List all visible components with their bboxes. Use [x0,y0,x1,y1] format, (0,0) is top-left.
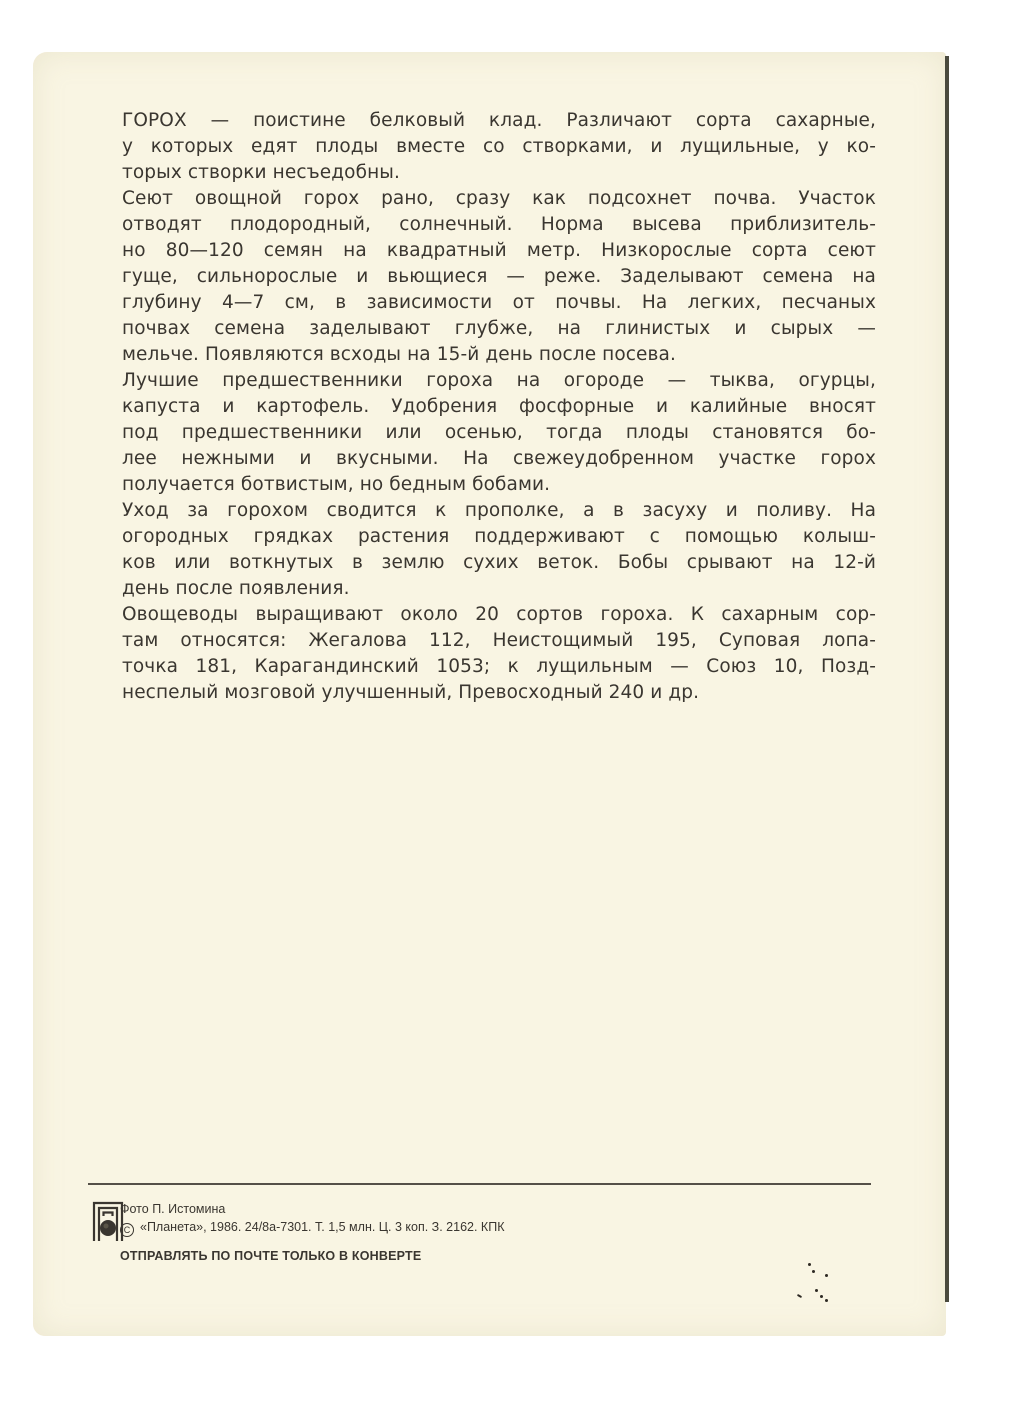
text-line: огородных грядках растения поддерживают с помощью колыш- [122,526,876,547]
mail-instruction: ОТПРАВЛЯТЬ ПО ПОЧТЕ ТОЛЬКО В КОНВЕРТЕ [120,1249,422,1263]
paragraph-sowing [122,186,876,368]
text-line: лее нежными и вкусными. На свежеудобренном участке горох [122,448,876,469]
text-line: у которых едят плоды вместе со створками, и лущильные, у ко- [122,136,876,157]
text-line: день после появления. [122,578,350,599]
photo-credit: Фото П. Истомина [120,1202,226,1216]
text-line: глубину 4—7 см, в зависимости от почвы. На легких, песчаных [122,292,876,313]
article-body [122,108,876,706]
ink-speck [820,1295,823,1298]
text-line: мельче. Появляются всходы на 15-й день после посева. [122,344,676,365]
text-line: Уход за горохом сводится к прополке, а в засуху и поливу. На [122,500,876,521]
publisher-imprint: «Планета», 1986. 24/8а-7301. Т. 1,5 млн. Ц. 3 коп. З. 2162. КПК [140,1220,505,1234]
imprint-block [120,1200,504,1237]
ink-speck [815,1289,818,1292]
card-edge-shadow [945,56,949,1302]
text-line: Овощеводы выращивают около 20 сортов гороха. К сахарным сор- [122,604,876,625]
ink-speck [808,1263,811,1266]
text-line: точка 181, Карагандинский 1053; к лущильным — Союз 10, Позд- [122,656,876,677]
publisher-imprint-line [120,1218,504,1237]
text-line: получается ботвистым, но бедным бобами. [122,474,551,495]
footer-divider [88,1183,871,1185]
paragraph-predecessors [122,368,876,498]
ink-speck [825,1274,828,1277]
text-line: торых створки несъедобны. [122,162,400,183]
paragraph-intro [122,108,876,186]
text-line: капуста и картофель. Удобрения фосфорные и калийные вносят [122,396,876,417]
text-line: Лучшие предшественники гороха на огороде — тыква, огурцы, [122,370,876,391]
ink-speck [812,1270,815,1273]
text-line: ГОРОХ — поистине белковый клад. Различают сорта сахарные, [122,110,876,131]
text-line: там относятся: Жегалова 112, Неистощимый 195, Суповая лопа- [122,630,876,651]
text-line: гуще, сильнорослые и вьющиеся — реже. Заделывают семена на [122,266,876,287]
text-line: Сеют овощной горох рано, сразу как подсохнет почва. Участок [122,188,876,209]
text-line: но 80—120 семян на квадратный метр. Низкорослые сорта сеют [122,240,876,261]
text-line: почвах семена заделывают глубже, на глинистых и сырых — [122,318,876,339]
paragraph-varieties [122,602,876,706]
ink-speck [825,1299,828,1302]
text-line: отводят плодородный, солнечный. Норма высева приблизитель- [122,214,876,235]
paragraph-care [122,498,876,602]
text-line: под предшественники или осенью, тогда плоды становятся бо- [122,422,876,443]
copyright-icon: C [120,1223,134,1237]
text-line: ков или воткнутых в землю сухих веток. Бобы срывают на 12-й [122,552,876,573]
text-line: неспелый мозговой улучшенный, Превосходный 240 и др. [122,682,700,703]
